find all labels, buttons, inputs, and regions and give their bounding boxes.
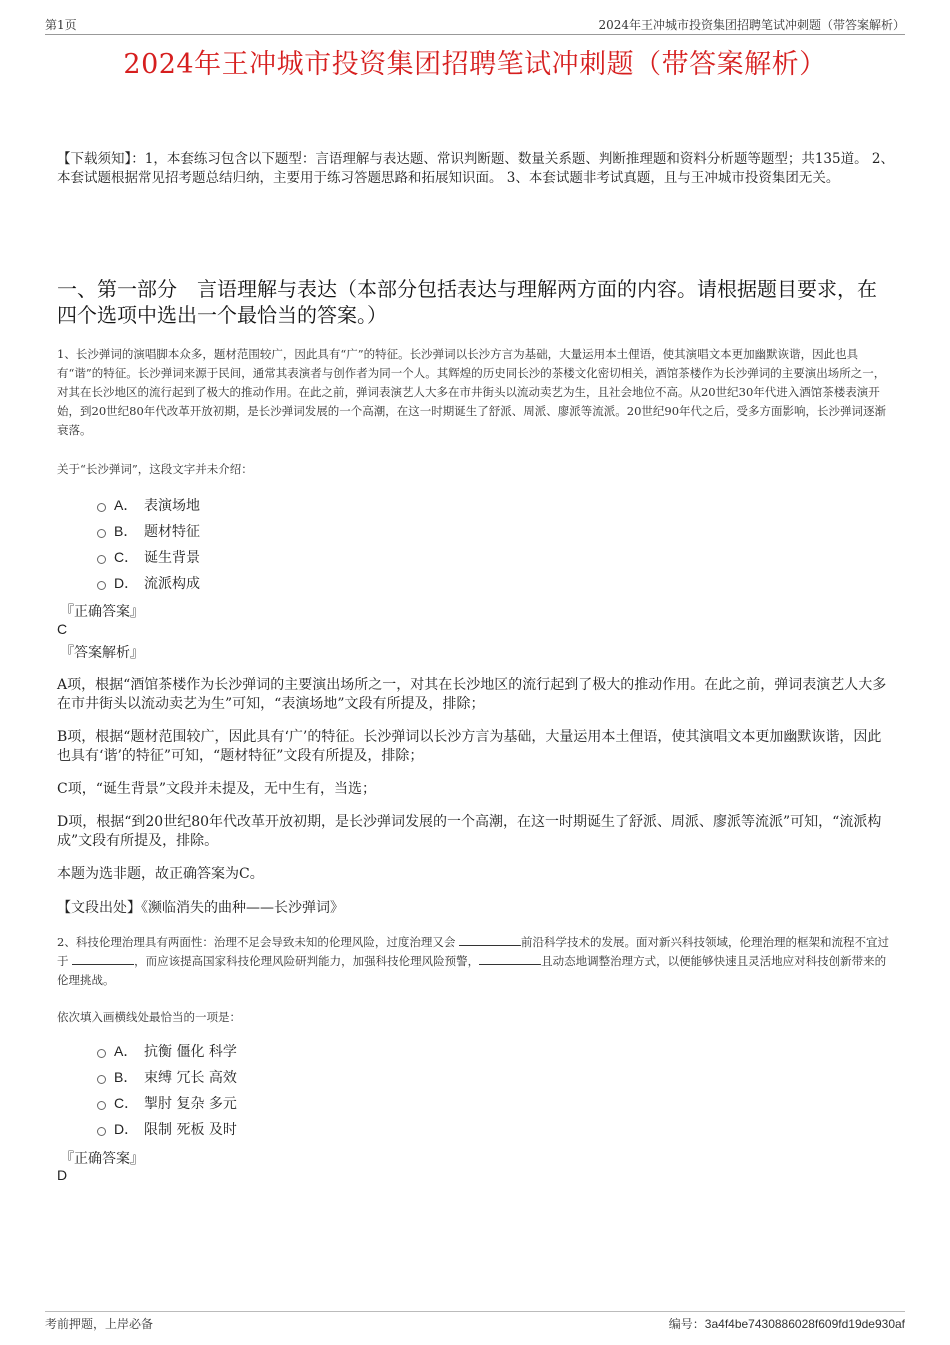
- q1-analysis-d: D项，根据“到20世纪80年代改革开放初期，是长沙弹词发展的一个高潮，在这一时期诞生了舒派、周派、廖派等流派”可知，“流派构成”文段有所提及，排除。: [57, 814, 882, 849]
- option-text: 抗衡 僵化 科学: [144, 1044, 237, 1060]
- q2-passage-part: 前沿科学技术的发展。面对新兴科技领域，伦理治理的框架和流程不宜过于: [57, 935, 889, 968]
- q2-options: [97, 1038, 237, 1142]
- option-text: 诞生背景: [144, 550, 200, 566]
- footer-slogan: 考前押题，上岸必备: [45, 1317, 154, 1331]
- q1-source: 【文段出处】《濒临消失的曲种——长沙弹词》: [57, 900, 344, 916]
- option-key: A．: [114, 497, 138, 513]
- page-number: 第1页: [45, 18, 77, 32]
- q2-answer-label: 『正确答案』: [60, 1151, 144, 1167]
- header-doc-title: 2024年王冲城市投资集团招聘笔试冲刺题（带答案解析）: [598, 18, 905, 32]
- q2-option-d[interactable]: [97, 1116, 237, 1142]
- option-key: D．: [114, 575, 139, 591]
- q1-analysis-c: C项，“诞生背景”文段并未提及，无中生有，当选；: [57, 781, 377, 797]
- download-notice: 【下载须知】：1，本套练习包含以下题型：言语理解与表达题、常识判断题、数量关系题、判断推理题和资料分析题等题型；共135道。 2、本套试题根据常见招考题总结归纳，主要用于练习答题思路和拓展知识面。 3、本套试题非考试真题，且与王冲城市投资集团无关。: [57, 151, 894, 186]
- fill-blank[interactable]: [479, 952, 541, 965]
- radio-icon[interactable]: [97, 529, 106, 538]
- radio-icon[interactable]: [97, 555, 106, 564]
- q1-option-b[interactable]: [97, 518, 200, 544]
- document-id-value: 3a4f4be7430886028f609fd19de930af: [704, 1317, 905, 1331]
- q1-answer-label: 『正确答案』: [60, 604, 144, 620]
- radio-icon[interactable]: [97, 1127, 106, 1136]
- option-text: 束缚 冗长 高效: [144, 1070, 237, 1086]
- q1-options: [97, 492, 200, 596]
- fill-blank[interactable]: [72, 952, 134, 965]
- q1-question: 关于“长沙弹词”，这段文字并未介绍：: [57, 462, 253, 476]
- q2-option-a[interactable]: [97, 1038, 237, 1064]
- document-id: [669, 1315, 905, 1332]
- option-text: 流派构成: [144, 576, 200, 592]
- option-text: 题材特征: [144, 524, 200, 540]
- option-key: A．: [114, 1043, 138, 1059]
- page-footer: [45, 1311, 905, 1331]
- radio-icon[interactable]: [97, 1075, 106, 1084]
- q1-passage: 1、长沙弹词的演唱脚本众多，题材范围较广，因此具有“广”的特征。长沙弹词以长沙方言为基础，大量运用本土俚语，使其演唱文本更加幽默诙谐，因此也具有“谐”的特征。长沙弹词来源于民间，通常其表演者与创作者为同一个人。其辉煌的历史同长沙的茶楼文化密切相关，酒馆茶楼作为长沙弹词的主要演出场所之一，对其在长沙地区的流行起到了极大的推动作用。在此之前，弹词表演艺人大多在市井街头以流动卖艺为生，且社会地位不高。从20世纪30年代进入酒馆茶楼表演开始，到20世纪80年代改革开放初期，是长沙弹词发展的一个高潮，在这一时期诞生了舒派、周派、廖派等流派。20世纪90年代之后，受多方面影响，长沙弹词逐渐衰落。: [57, 347, 887, 437]
- q1-option-a[interactable]: [97, 492, 200, 518]
- q2-option-b[interactable]: [97, 1064, 237, 1090]
- q2-question: 依次填入画横线处最恰当的一项是：: [57, 1010, 241, 1024]
- radio-icon[interactable]: [97, 581, 106, 590]
- q2-passage: [57, 933, 895, 990]
- radio-icon[interactable]: [97, 503, 106, 512]
- q1-answer: C: [57, 621, 68, 637]
- document-title: 2024年王冲城市投资集团招聘笔试冲刺题（带答案解析）: [123, 49, 827, 80]
- option-text: 表演场地: [144, 498, 200, 514]
- q1-option-d[interactable]: [97, 570, 200, 596]
- radio-icon[interactable]: [97, 1049, 106, 1058]
- q1-analysis-label: 『答案解析』: [60, 645, 144, 661]
- page-header: [45, 14, 905, 35]
- option-key: C．: [114, 1095, 139, 1111]
- document-id-label: 编号：: [668, 1317, 705, 1331]
- option-key: B．: [114, 1069, 138, 1085]
- q2-option-c[interactable]: [97, 1090, 237, 1116]
- q2-answer: D: [57, 1167, 68, 1183]
- option-text: 限制 死板 及时: [144, 1122, 237, 1138]
- q2-passage-part: ，而应该提高国家科技伦理风险研判能力，加强科技伦理风险预警，: [134, 954, 480, 968]
- option-key: D．: [114, 1121, 139, 1137]
- radio-icon[interactable]: [97, 1101, 106, 1110]
- q1-analysis-b: B项，根据“题材范围较广，因此具有‘广’的特征。长沙弹词以长沙方言为基础，大量运用本土俚语，使其演唱文本更加幽默诙谐，因此也具有‘谐’的特征”可知，“题材特征”文段有所提及，排除；: [57, 729, 882, 764]
- q2-passage-part: 2、科技伦理治理具有两面性：治理不足会导致未知的伦理风险，过度治理又会: [57, 935, 459, 949]
- option-key: B．: [114, 523, 138, 539]
- option-key: C．: [114, 549, 139, 565]
- q1-option-c[interactable]: [97, 544, 200, 570]
- q1-analysis-a: A项，根据“酒馆茶楼作为长沙弹词的主要演出场所之一，对其在长沙地区的流行起到了极大的推动作用。在此之前，弹词表演艺人大多在市井街头以流动卖艺为生”可知，“表演场地”文段有所提及，排除；: [57, 677, 887, 712]
- q2-passage-part: 且动态地调整治理方式，以便能够快速且灵活地应对科技创新带来的伦理挑战。: [57, 954, 887, 987]
- section-heading: 一、第一部分 言语理解与表达（本部分包括表达与理解两方面的内容。请根据题目要求，在四个选项中选出一个最恰当的答案。）: [57, 277, 877, 327]
- q1-analysis-conclusion: 本题为选非题，故正确答案为C。: [57, 866, 264, 882]
- option-text: 掣肘 复杂 多元: [144, 1096, 237, 1112]
- fill-blank[interactable]: [459, 933, 521, 946]
